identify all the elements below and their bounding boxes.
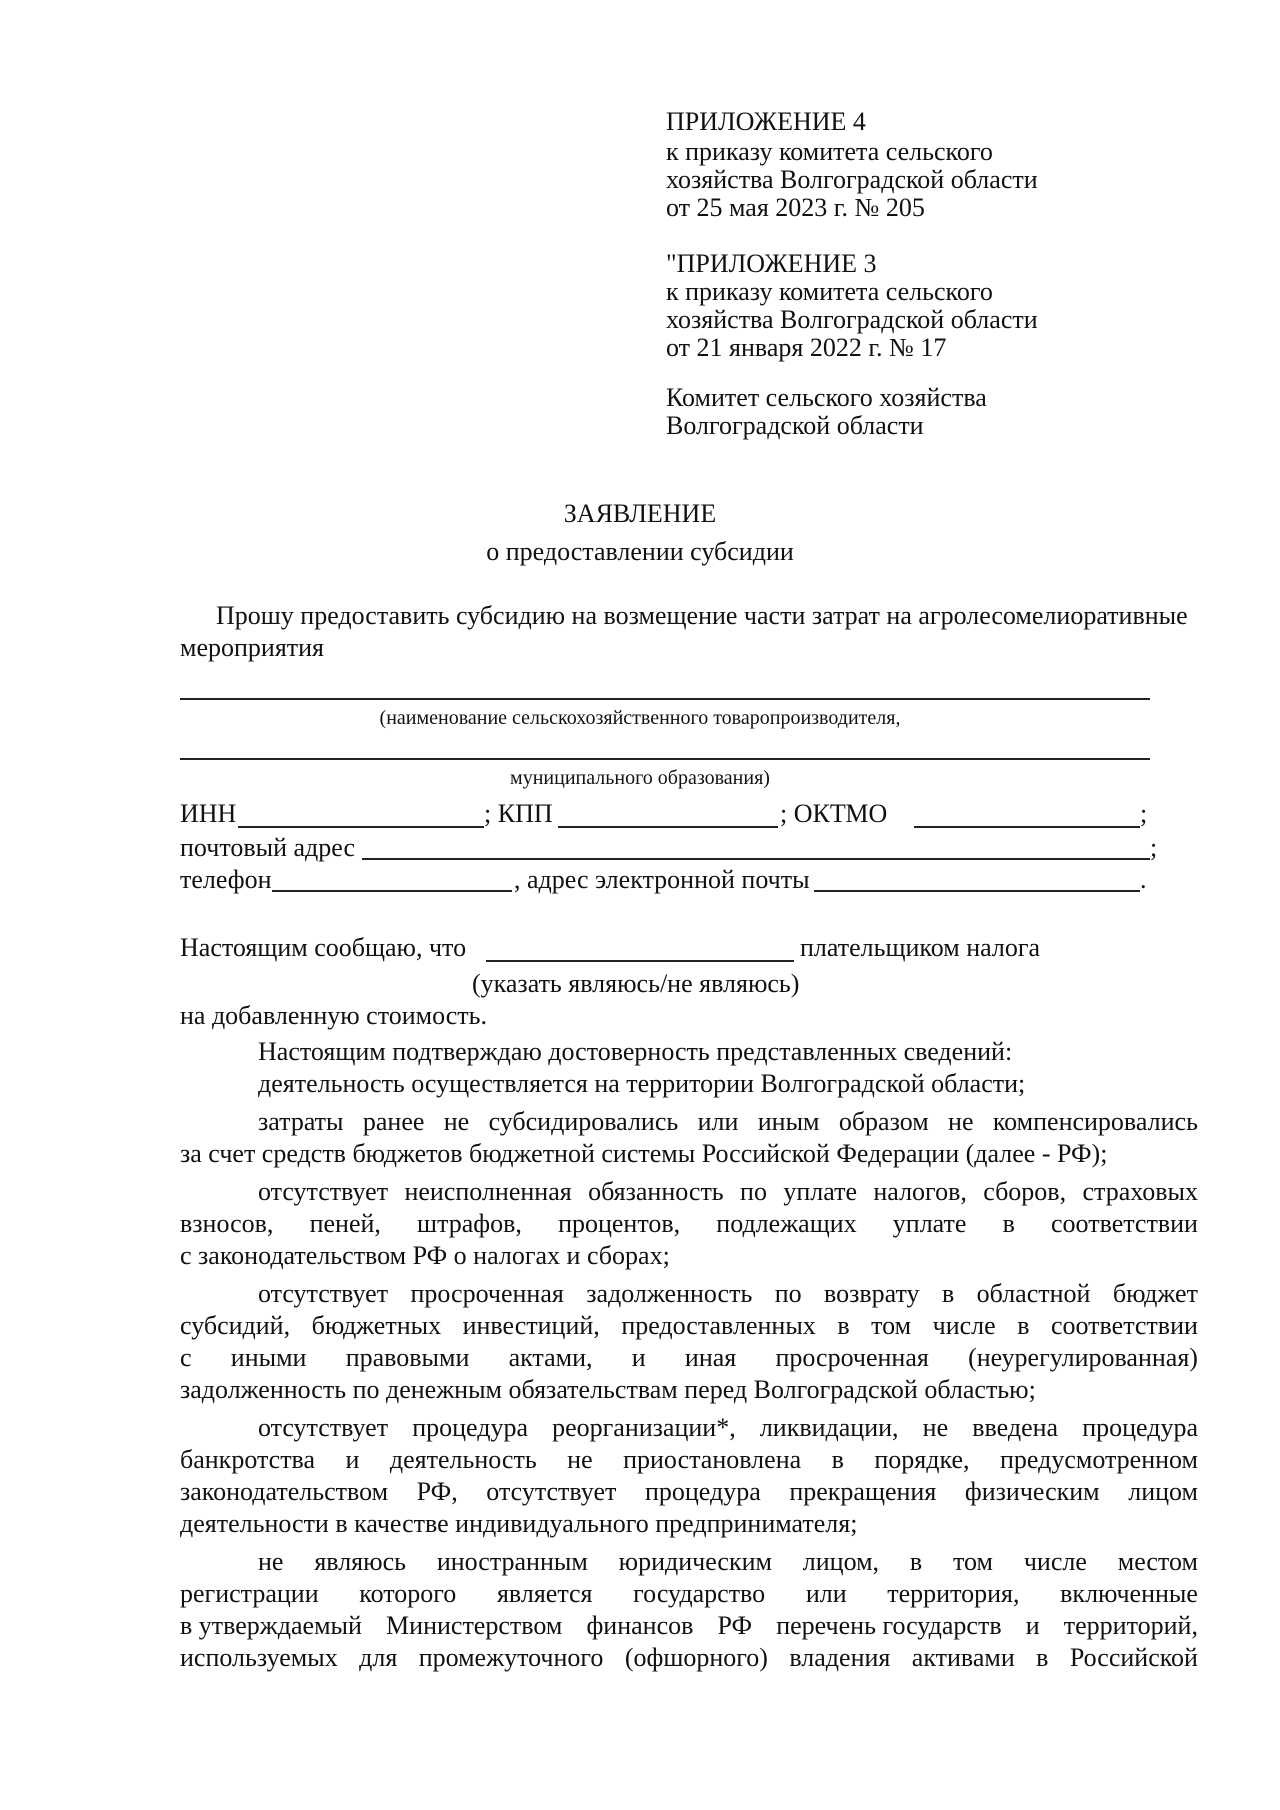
word: включенные — [1060, 1579, 1198, 1608]
vat-prefix: Настоящим сообщаю, что — [180, 933, 467, 962]
statement-3-line-1 — [258, 1178, 1198, 1206]
word: деятельность — [389, 1445, 537, 1474]
word: государство — [633, 1579, 766, 1608]
word: в — [909, 1547, 923, 1576]
word: иным — [757, 1107, 820, 1136]
statement-4-line-1 — [258, 1280, 1198, 1308]
statement-1: деятельность осуществляется на территории Волгоградской области; — [258, 1069, 1026, 1098]
word: просроченная — [410, 1279, 564, 1308]
word: иная — [684, 1343, 737, 1372]
word: в — [1017, 1311, 1030, 1340]
appendix-4-line-2: хозяйства Волгоградской области — [666, 165, 1038, 194]
vat-hint: (указать являюсь/не являюсь) — [472, 969, 800, 998]
word: и — [1025, 1611, 1040, 1640]
statement-3-line-2 — [180, 1210, 1198, 1238]
word: соответствии — [1050, 1311, 1198, 1340]
word: регистрации — [180, 1579, 319, 1608]
word: в — [1002, 1209, 1015, 1238]
statement-6-line-3 — [180, 1612, 1198, 1640]
word: которого — [359, 1579, 457, 1608]
word: не — [443, 1107, 470, 1136]
appendix-4-line-3: от 25 мая 2023 г. № 205 — [666, 193, 925, 222]
word: в — [831, 1445, 844, 1474]
word: промежуточного — [418, 1643, 604, 1672]
document-title: ЗАЯВЛЕНИЕ — [563, 499, 717, 528]
word: соответствии — [1051, 1209, 1198, 1238]
word: уплате — [892, 1209, 967, 1238]
municipality-line[interactable] — [180, 758, 1150, 760]
word: подлежащих — [716, 1209, 857, 1238]
word: просроченная — [775, 1343, 929, 1372]
word: с — [180, 1343, 192, 1372]
oktmo-field[interactable] — [914, 826, 1140, 828]
word: налогов, — [873, 1177, 967, 1206]
word: сборов, — [983, 1177, 1067, 1206]
word: иными — [230, 1343, 307, 1372]
word: порядке, — [874, 1445, 970, 1474]
word: отсутствует — [258, 1279, 389, 1308]
word: в — [837, 1311, 850, 1340]
word: юридическим — [618, 1547, 772, 1576]
producer-name-line[interactable] — [180, 698, 1150, 700]
request-line-2: мероприятия — [180, 633, 325, 662]
appendix-3-line-1: к приказу комитета сельского — [666, 277, 993, 306]
word: и — [345, 1445, 360, 1474]
word: банкротства — [180, 1445, 316, 1474]
word: реорганизации*, — [552, 1413, 736, 1442]
word: не — [567, 1445, 593, 1474]
word: в — [1036, 1643, 1049, 1672]
word: РФ — [717, 1611, 753, 1640]
word: процедура — [1082, 1413, 1198, 1442]
word: лицом, — [802, 1547, 880, 1576]
word: (офшорного) — [624, 1643, 768, 1672]
email-field[interactable] — [814, 890, 1140, 892]
appendix-3-line-3: от 21 января 2022 г. № 17 — [666, 333, 947, 362]
postal-address-label: почтовый адрес — [180, 833, 355, 862]
word: законодательством — [180, 1477, 389, 1506]
word: РФ, — [416, 1477, 458, 1506]
word: областной — [976, 1279, 1091, 1308]
email-label: , адрес электронной почты — [514, 865, 810, 894]
phone-field[interactable] — [272, 890, 512, 892]
confirm-line: Настоящим подтверждаю достоверность представленных сведений: — [258, 1037, 1013, 1066]
phone-label: телефон — [180, 865, 272, 894]
word: том — [871, 1311, 912, 1340]
word: и — [631, 1343, 646, 1372]
word: владения — [789, 1643, 891, 1672]
word: ранее — [362, 1107, 425, 1136]
word: лицом — [1128, 1477, 1198, 1506]
addressee-line-1: Комитет сельского хозяйства — [666, 383, 987, 412]
word: бюджетных — [311, 1311, 442, 1340]
statement-5-line-1 — [258, 1414, 1198, 1442]
statement-5-line-4: деятельности в качестве индивидуального предпринимателя; — [180, 1509, 858, 1538]
word: отсутствует — [258, 1177, 389, 1206]
word: используемых — [180, 1643, 338, 1672]
word: Министерством — [386, 1611, 563, 1640]
word: числе — [1023, 1547, 1087, 1576]
word: процедура — [644, 1477, 761, 1506]
statement-2-line-1 — [258, 1108, 1198, 1136]
word: компенсировались — [992, 1107, 1198, 1136]
word: перечень государств — [776, 1611, 1002, 1640]
word: предусмотренном — [999, 1445, 1198, 1474]
word: введена — [972, 1413, 1059, 1442]
producer-name-hint: (наименование сельскохозяйственного товаропроизводителя, — [379, 707, 901, 729]
appendix-4-title: ПРИЛОЖЕНИЕ 4 — [666, 107, 866, 136]
word: финансов — [586, 1611, 694, 1640]
appendix-3-title: "ПРИЛОЖЕНИЕ 3 — [666, 249, 877, 278]
word: для — [359, 1643, 398, 1672]
vat-status-field[interactable] — [486, 960, 794, 962]
inn-label: ИНН — [180, 799, 237, 828]
word: является — [496, 1579, 593, 1608]
statement-2-line-2: за счет средств бюджетов бюджетной системы Российской Федерации (далее - РФ); — [180, 1139, 1108, 1168]
word: актами, — [508, 1343, 593, 1372]
word: задолженность — [586, 1279, 753, 1308]
word: образом — [838, 1107, 929, 1136]
appendix-4-line-1: к приказу комитета сельского — [666, 137, 993, 166]
word: (неурегулированная) — [968, 1343, 1198, 1372]
statement-5-line-2 — [180, 1446, 1198, 1474]
word: являюсь — [314, 1547, 406, 1576]
word: том — [953, 1547, 994, 1576]
addressee-line-2: Волгоградской области — [666, 411, 924, 440]
municipality-hint: муниципального образования) — [510, 767, 770, 789]
postal-address-field[interactable] — [362, 858, 1150, 860]
postal-address-end: ; — [1150, 833, 1158, 862]
statement-5-line-3 — [180, 1478, 1198, 1506]
word: пеней, — [309, 1209, 381, 1238]
word: не — [922, 1413, 949, 1442]
word: обязанность — [588, 1177, 724, 1206]
word: субсидий, — [180, 1311, 291, 1340]
oktmo-label: ; ОКТМО — [780, 799, 888, 828]
request-line-1: Прошу предоставить субсидию на возмещение части затрат на агролесомелиоративные — [216, 601, 1188, 630]
word: бюджет — [1112, 1279, 1198, 1308]
oktmo-end: ; — [1140, 799, 1148, 828]
word: в утверждаемый — [180, 1611, 362, 1640]
word: неисполненная — [404, 1177, 572, 1206]
word: прекращения — [789, 1477, 937, 1506]
word: приостановлена — [623, 1445, 802, 1474]
word: местом — [1117, 1547, 1198, 1576]
word: в — [941, 1279, 955, 1308]
kpp-field[interactable] — [558, 826, 778, 828]
word: отсутствует — [258, 1413, 389, 1442]
vat-tail: на добавленную стоимость. — [180, 1001, 487, 1030]
word: затраты — [258, 1107, 344, 1136]
word: не — [258, 1547, 284, 1576]
statement-6-line-2 — [180, 1580, 1198, 1608]
word: территорий, — [1063, 1611, 1198, 1640]
word: штрафов, — [417, 1209, 522, 1238]
word: активами — [911, 1643, 1015, 1672]
email-end: . — [1140, 865, 1147, 894]
word: возврату — [824, 1279, 920, 1308]
statement-4-line-3 — [180, 1344, 1198, 1372]
word: территория, — [887, 1579, 1020, 1608]
word: или — [805, 1579, 847, 1608]
inn-field[interactable] — [238, 826, 484, 828]
statement-4-line-4: задолженность по денежным обязательствам перед Волгоградской областью; — [180, 1375, 1036, 1404]
word: Российской — [1069, 1643, 1198, 1672]
word: или — [697, 1107, 739, 1136]
word: процентов, — [558, 1209, 681, 1238]
word: взносов, — [180, 1209, 274, 1238]
vat-suffix: плательщиком налога — [800, 933, 1041, 962]
statement-4-line-2 — [180, 1312, 1198, 1340]
word: не — [948, 1107, 974, 1136]
word: предоставленных — [621, 1311, 816, 1340]
word: ликвидации, — [759, 1413, 899, 1442]
statement-6-line-1 — [258, 1548, 1198, 1576]
document-subtitle: о предоставлении субсидии — [486, 537, 794, 566]
word: по — [740, 1177, 767, 1206]
word: числе — [932, 1311, 996, 1340]
statement-3-line-3: с законодательством РФ о налогах и сборах; — [180, 1241, 670, 1270]
word: по — [774, 1279, 802, 1308]
word: субсидировались — [488, 1107, 679, 1136]
word: процедура — [412, 1413, 528, 1442]
word: правовыми — [345, 1343, 470, 1372]
word: страховых — [1082, 1177, 1198, 1206]
word: физическим — [964, 1477, 1100, 1506]
word: отсутствует — [486, 1477, 617, 1506]
word: уплате — [783, 1177, 858, 1206]
kpp-label: ; КПП — [484, 799, 553, 828]
appendix-3-line-2: хозяйства Волгоградской области — [666, 305, 1038, 334]
statement-6-line-4 — [180, 1644, 1198, 1672]
word: инвестиций, — [462, 1311, 600, 1340]
word: иностранным — [436, 1547, 588, 1576]
